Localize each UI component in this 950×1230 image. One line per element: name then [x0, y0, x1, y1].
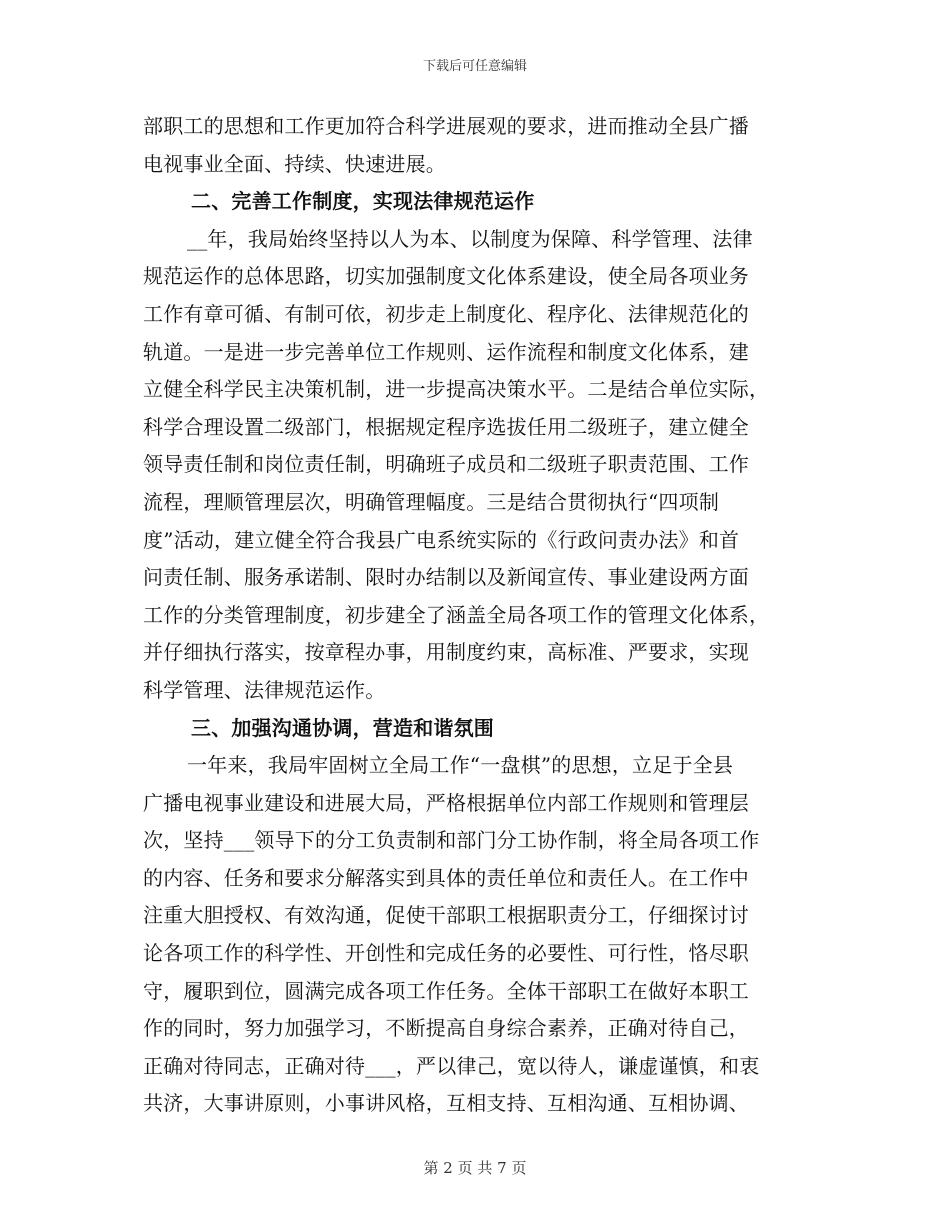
text-line: 守，履职到位，圆满完成各项工作任务。全体干部职工在做好本职工 [143, 978, 749, 1003]
text-line: 度”活动，建立健全符合我县广电系统实际的《行政问责办法》和首 [143, 527, 740, 552]
text-line: 广播电视事业建设和进展大局，严格根据单位内部工作规则和管理层 [143, 790, 749, 815]
text-line: 规范运作的总体思路，切实加强制度文化体系建设，使全局各项业务 [143, 264, 749, 289]
text-line: 轨道。一是进一步完善单位工作规则、运作流程和制度文化体系，建 [143, 339, 749, 364]
paragraph-start: 一年来，我局牢固树立全局工作“一盘棋”的思想，立足于全县 [187, 753, 734, 778]
text-line: 的内容、任务和要求分解落实到具体的责任单位和责任人。在工作中 [143, 865, 749, 890]
text-line: 论各项工作的科学性、开创性和完成任务的必要性、可行性，恪尽职 [143, 941, 749, 966]
text-line: 部职工的思想和工作更加符合科学进展观的要求，进而推动全县广播 [143, 114, 749, 138]
text-line: 领导责任制和岗位责任制，明确班子成员和二级班子职责范围、工作 [143, 452, 749, 477]
section-heading: 二、完善工作制度，实现法律规范运作 [191, 189, 535, 214]
text-line: 并仔细执行落实，按章程办事，用制度约束，高标准、严要求，实现 [143, 640, 749, 665]
document-body [143, 108, 808, 1123]
text-line: 共济，大事讲原则，小事讲风格，互相支持、互相沟通、互相协调、 [143, 1091, 749, 1116]
text-line: 问责任制、服务承诺制、限时办结制以及新闻宣传、事业建设两方面 [143, 565, 749, 590]
paragraph-start: __年，我局始终坚持以人为本、以制度为保障、科学管理、法律 [187, 226, 753, 251]
page-footer: 第 2 页 共 7 页 [423, 1159, 527, 1177]
text-line: 立健全科学民主决策机制，进一步提高决策水平。二是结合单位实际， [143, 377, 770, 402]
text-line: 科学合理设置二级部门，根据规定程序选拔任用二级班子，建立健全 [143, 414, 749, 439]
text-line: 电视事业全面、持续、快速进展。 [143, 151, 446, 176]
text-line: 注重大胆授权、有效沟通，促使干部职工根据职责分工，仔细探讨讨 [143, 903, 749, 928]
section-heading: 三、加强沟通协调，营造和谐氛围 [191, 715, 494, 740]
text-line: 工作有章可循、有制可依，初步走上制度化、程序化、法律规范化的 [143, 301, 749, 326]
text-line: 正确对待同志，正确对待___，严以律己，宽以待人，谦虚谨慎，和衷 [143, 1053, 760, 1078]
page-header: 下载后可任意编辑 [422, 59, 527, 74]
text-line: 科学管理、法律规范运作。 [143, 677, 386, 702]
text-line: 流程，理顺管理层次，明确管理幅度。三是结合贯彻执行“四项制 [143, 489, 720, 514]
text-line: 作的同时，努力加强学习，不断提高自身综合素养，正确对待自己， [143, 1016, 749, 1041]
text-line: 工作的分类管理制度，初步建全了涵盖全局各项工作的管理文化体系， [143, 602, 770, 627]
text-line: 次，坚持___领导下的分工负责制和部门分工协作制，将全局各项工作 [143, 828, 760, 853]
